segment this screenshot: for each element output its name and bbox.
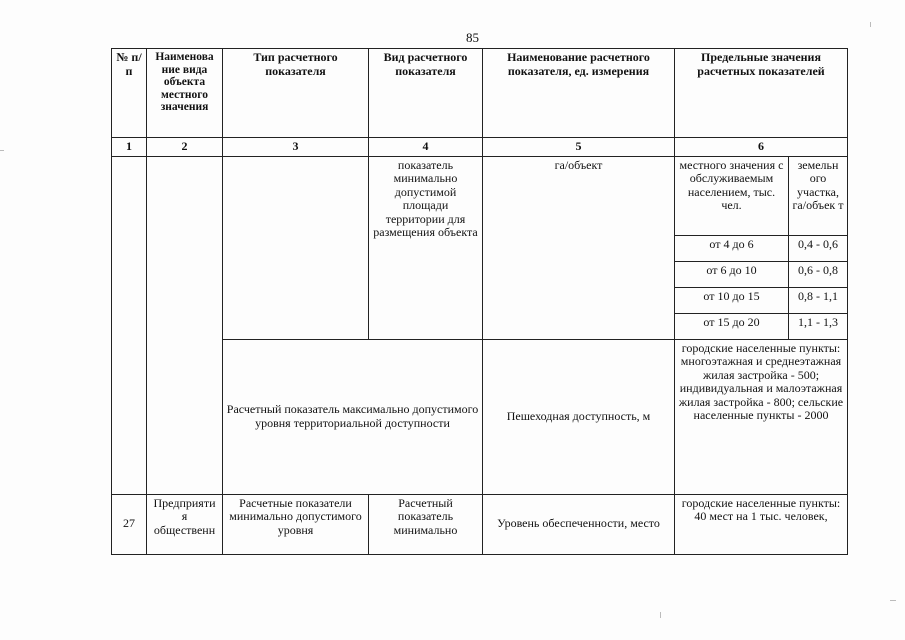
area-indicator-unit: га/объект (483, 156, 675, 339)
header-row (112, 49, 848, 138)
area-range: от 10 до 15 (675, 287, 789, 313)
area-value: 1,1 - 1,3 (789, 313, 848, 339)
header-indicator-type: Тип расчетного показателя (223, 49, 369, 138)
column-number: 3 (223, 138, 369, 157)
column-number: 1 (112, 138, 147, 157)
access-row (112, 339, 848, 494)
area-range: от 15 до 20 (675, 313, 789, 339)
column-number: 5 (483, 138, 675, 157)
area-sub-header-row (112, 156, 848, 235)
scan-mark (870, 22, 871, 27)
header-indicator-kind: Вид расчетного показателя (369, 49, 483, 138)
row-27-object: Предприяти я общественн (147, 494, 223, 554)
row-27-kind: Расчетный показатель минимально (369, 494, 483, 554)
norms-table (111, 48, 848, 555)
access-indicator-name: Пешеходная доступность, м (483, 339, 675, 494)
cell-type-empty (223, 156, 369, 339)
scan-mark (660, 612, 661, 618)
area-value: 0,4 - 0,6 (789, 235, 848, 261)
area-range: от 4 до 6 (675, 235, 789, 261)
area-value: 0,6 - 0,8 (789, 261, 848, 287)
header-object-name: Наименова ние вида объекта местного значения (147, 49, 223, 138)
area-sub-header-population: местного значения с обслуживаемым населением, тыс. чел. (675, 156, 789, 235)
column-number: 2 (147, 138, 223, 157)
header-number: № п/п (112, 49, 147, 138)
area-sub-header-plot: земельн ого участка, га/объек т (789, 156, 848, 235)
column-number-row (112, 138, 848, 157)
row-27 (112, 494, 848, 554)
area-value: 0,8 - 1,1 (789, 287, 848, 313)
scan-mark (890, 600, 896, 601)
area-indicator-kind: показатель минимально допустимой площади территории для размещения объекта (369, 156, 483, 339)
access-indicator-value: городские населенные пункты: многоэтажная и среднеэтажная жилая застройка - 500; индивидуальная и малоэтажная жилая застройка - 800; сельские населенные пункты - 2000 (675, 339, 848, 494)
page-number: 85 (466, 30, 479, 45)
row-27-name: Уровень обеспеченности, место (483, 494, 675, 554)
header-limit-values: Предельные значения расчетных показателей (675, 49, 848, 138)
column-number: 6 (675, 138, 848, 157)
area-range: от 6 до 10 (675, 261, 789, 287)
cell-number-empty (112, 156, 147, 494)
access-indicator-type: Расчетный показатель максимально допустимого уровня территориальной доступности (223, 339, 483, 494)
scan-mark (0, 150, 4, 151)
row-27-value: городские населенные пункты: 40 мест на 1 тыс. человек, (675, 494, 848, 554)
row-27-number: 27 (112, 494, 147, 554)
row-27-type: Расчетные показатели минимально допустимого уровня (223, 494, 369, 554)
column-number: 4 (369, 138, 483, 157)
cell-object-empty (147, 156, 223, 494)
header-indicator-name: Наименование расчетного показателя, ед. измерения (483, 49, 675, 138)
